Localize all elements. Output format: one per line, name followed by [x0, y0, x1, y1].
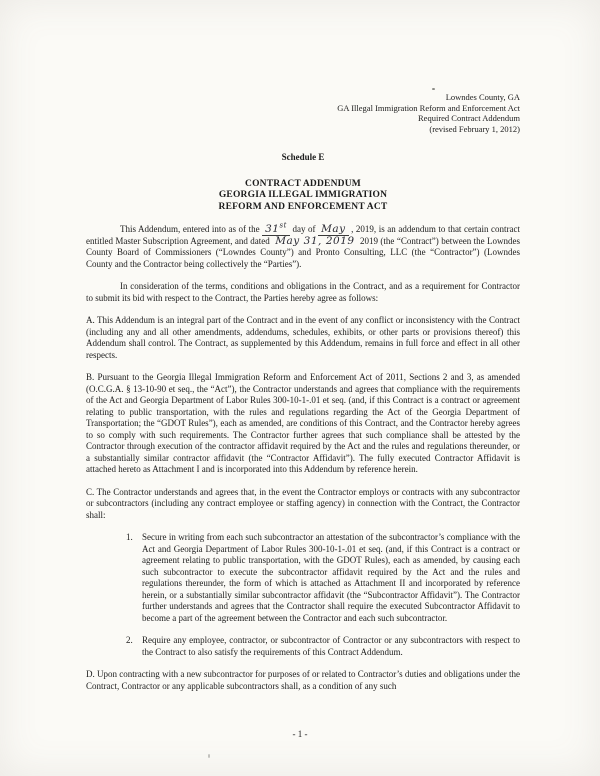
section-a	[86, 315, 520, 361]
schedule-label: Schedule E	[281, 152, 325, 162]
handwritten-month: May	[318, 223, 348, 236]
subitem-1	[126, 532, 520, 624]
intro-paragraph	[86, 221, 521, 270]
section-d	[86, 669, 520, 692]
subitem-1-text: Secure in writing from each such subcontractor an attestation of the subcontractor’s compliance with the Act and Georgia Department of Labor Rules 300-10-1-.01 et seq. (and, if this Contract is a contract or agreement relating to public transportation, with the GDOT Rules), each as amended, by causing each such subcontractor to execute the subcontractor affidavit required by the Act and the rules and regulations thereunder, the form of which is attached as Attachment II and incorporated by reference herein, or a substantially similar subcontractor affidavit (the “Subcontractor Affidavit”). The Contractor further understands and agrees that the Contractor shall require the executed Subcontractor Affidavit to become a part of the agreement between the Contractor and each such subcontractor.	[142, 532, 520, 623]
section-c-label: C.	[86, 486, 95, 497]
section-d-text: Upon contracting with a new subcontractor for purposes of or related to Contractor’s duties and obligations under the Contract, Contractor or any applicable subcontractors shall, as a condition of any such	[86, 669, 520, 691]
section-c-text: The Contractor understands and agrees that, in the event the Contractor employs or contracts with any subcontractor or subcontractors (including any contract employee or staffing agency) in connection with the Contract, the Contractor shall:	[86, 486, 520, 520]
intro-text-3: , 2019, is an addendum to that certain contract entitled Master Subscription Agreement, and dated	[86, 224, 521, 246]
subitem-2-number: 2.	[126, 635, 133, 645]
section-b-text: Pursuant to the Georgia Illegal Immigration Reform and Enforcement Act of 2011, Sections 2 and 3, as amended (O.C.G.A. § 13-10-90 et seq., the “Act”), the Contractor understands and agrees that compliance with the requirements of the Act and Georgia Department of Labor Rules 300-10-1-.01 et seq. (and, if this Contract is a contract or agreement relating to public transportation, with the rules and regulations regarding the Act of the Georgia Department of Transportation; the “GDOT Rules”), each as amended, are conditions of this Contract, and the Contractor hereby agrees to so comply with such requirements. The Contractor further agrees that such compliance shall be attested by the Contractor through execution of the contractor affidavit required by the Act and the rules and regulations thereunder, or a substantially similar contractor affidavit (the “Contractor Affidavit”). The fully executed Contractor Affidavit is attached hereto as Attachment I and is incorporated into this Addendum by reference herein.	[86, 372, 520, 474]
handwritten-date: May 31, 2019	[275, 234, 355, 247]
intro-text-4: 2019 (the “Contract”) between the Lowndes County Board of Commissioners (“Lowndes County”) and Pronto Consulting, LLC (the “Contractor”) (Lowndes County and the Contractor being collectively the “Parties”).	[86, 235, 521, 269]
header-line-org: Lowndes County, GA	[445, 92, 520, 102]
document-header	[86, 92, 520, 134]
page-number: - 1 -	[292, 728, 308, 739]
title-line-2: GEORGIA ILLEGAL IMMIGRATION	[218, 190, 388, 200]
subitem-2-text: Require any employee, contractor, or subcontractor of Contractor or any subcontractors with respect to the Contract to also satisfy the requirements of this Contract Addendum.	[142, 635, 520, 657]
consideration-paragraph: In consideration of the terms, conditions and obligations in the Contract, and as a requirement for Contractor to submit its bid with respect to the Contract, the Parties hereby agree as follows:	[86, 281, 520, 303]
header-line-act: GA Illegal Immigration Reform and Enforcement Act	[337, 102, 520, 113]
title-line-3: REFORM AND ENFORCEMENT ACT	[218, 201, 388, 212]
title-line-1: CONTRACT ADDENDUM	[245, 178, 361, 189]
section-b	[86, 372, 520, 476]
document-title	[86, 179, 520, 214]
header-line-addendum: Required Contract Addendum	[418, 113, 520, 123]
section-a-text: This Addendum is an integral part of the Contract and in the event of any conflict or inconsistency with the Contract (including any and all other amendments, addendums, schedules, exhibits, or other parts or provisions thereof) this Addendum shall control. The Contract, as supplemented by this Addendum, remains in full force and effect in all other respects.	[86, 315, 520, 360]
section-a-label: A.	[86, 315, 95, 325]
subitem-1-number: 1.	[126, 532, 133, 542]
section-d-label: D.	[86, 669, 95, 679]
handwritten-day-suffix: st	[279, 221, 287, 230]
subitem-2	[126, 635, 520, 658]
header-line-revision: (revised February 1, 2012)	[429, 123, 520, 134]
intro-text-1: This Addendum, entered into as of the	[120, 224, 260, 234]
section-c	[86, 487, 520, 522]
section-b-label: B.	[86, 372, 95, 382]
scan-artifact	[208, 754, 210, 758]
scan-artifact	[432, 88, 435, 90]
intro-text-2: day of	[292, 224, 316, 234]
handwritten-day-number: 31	[265, 223, 280, 235]
